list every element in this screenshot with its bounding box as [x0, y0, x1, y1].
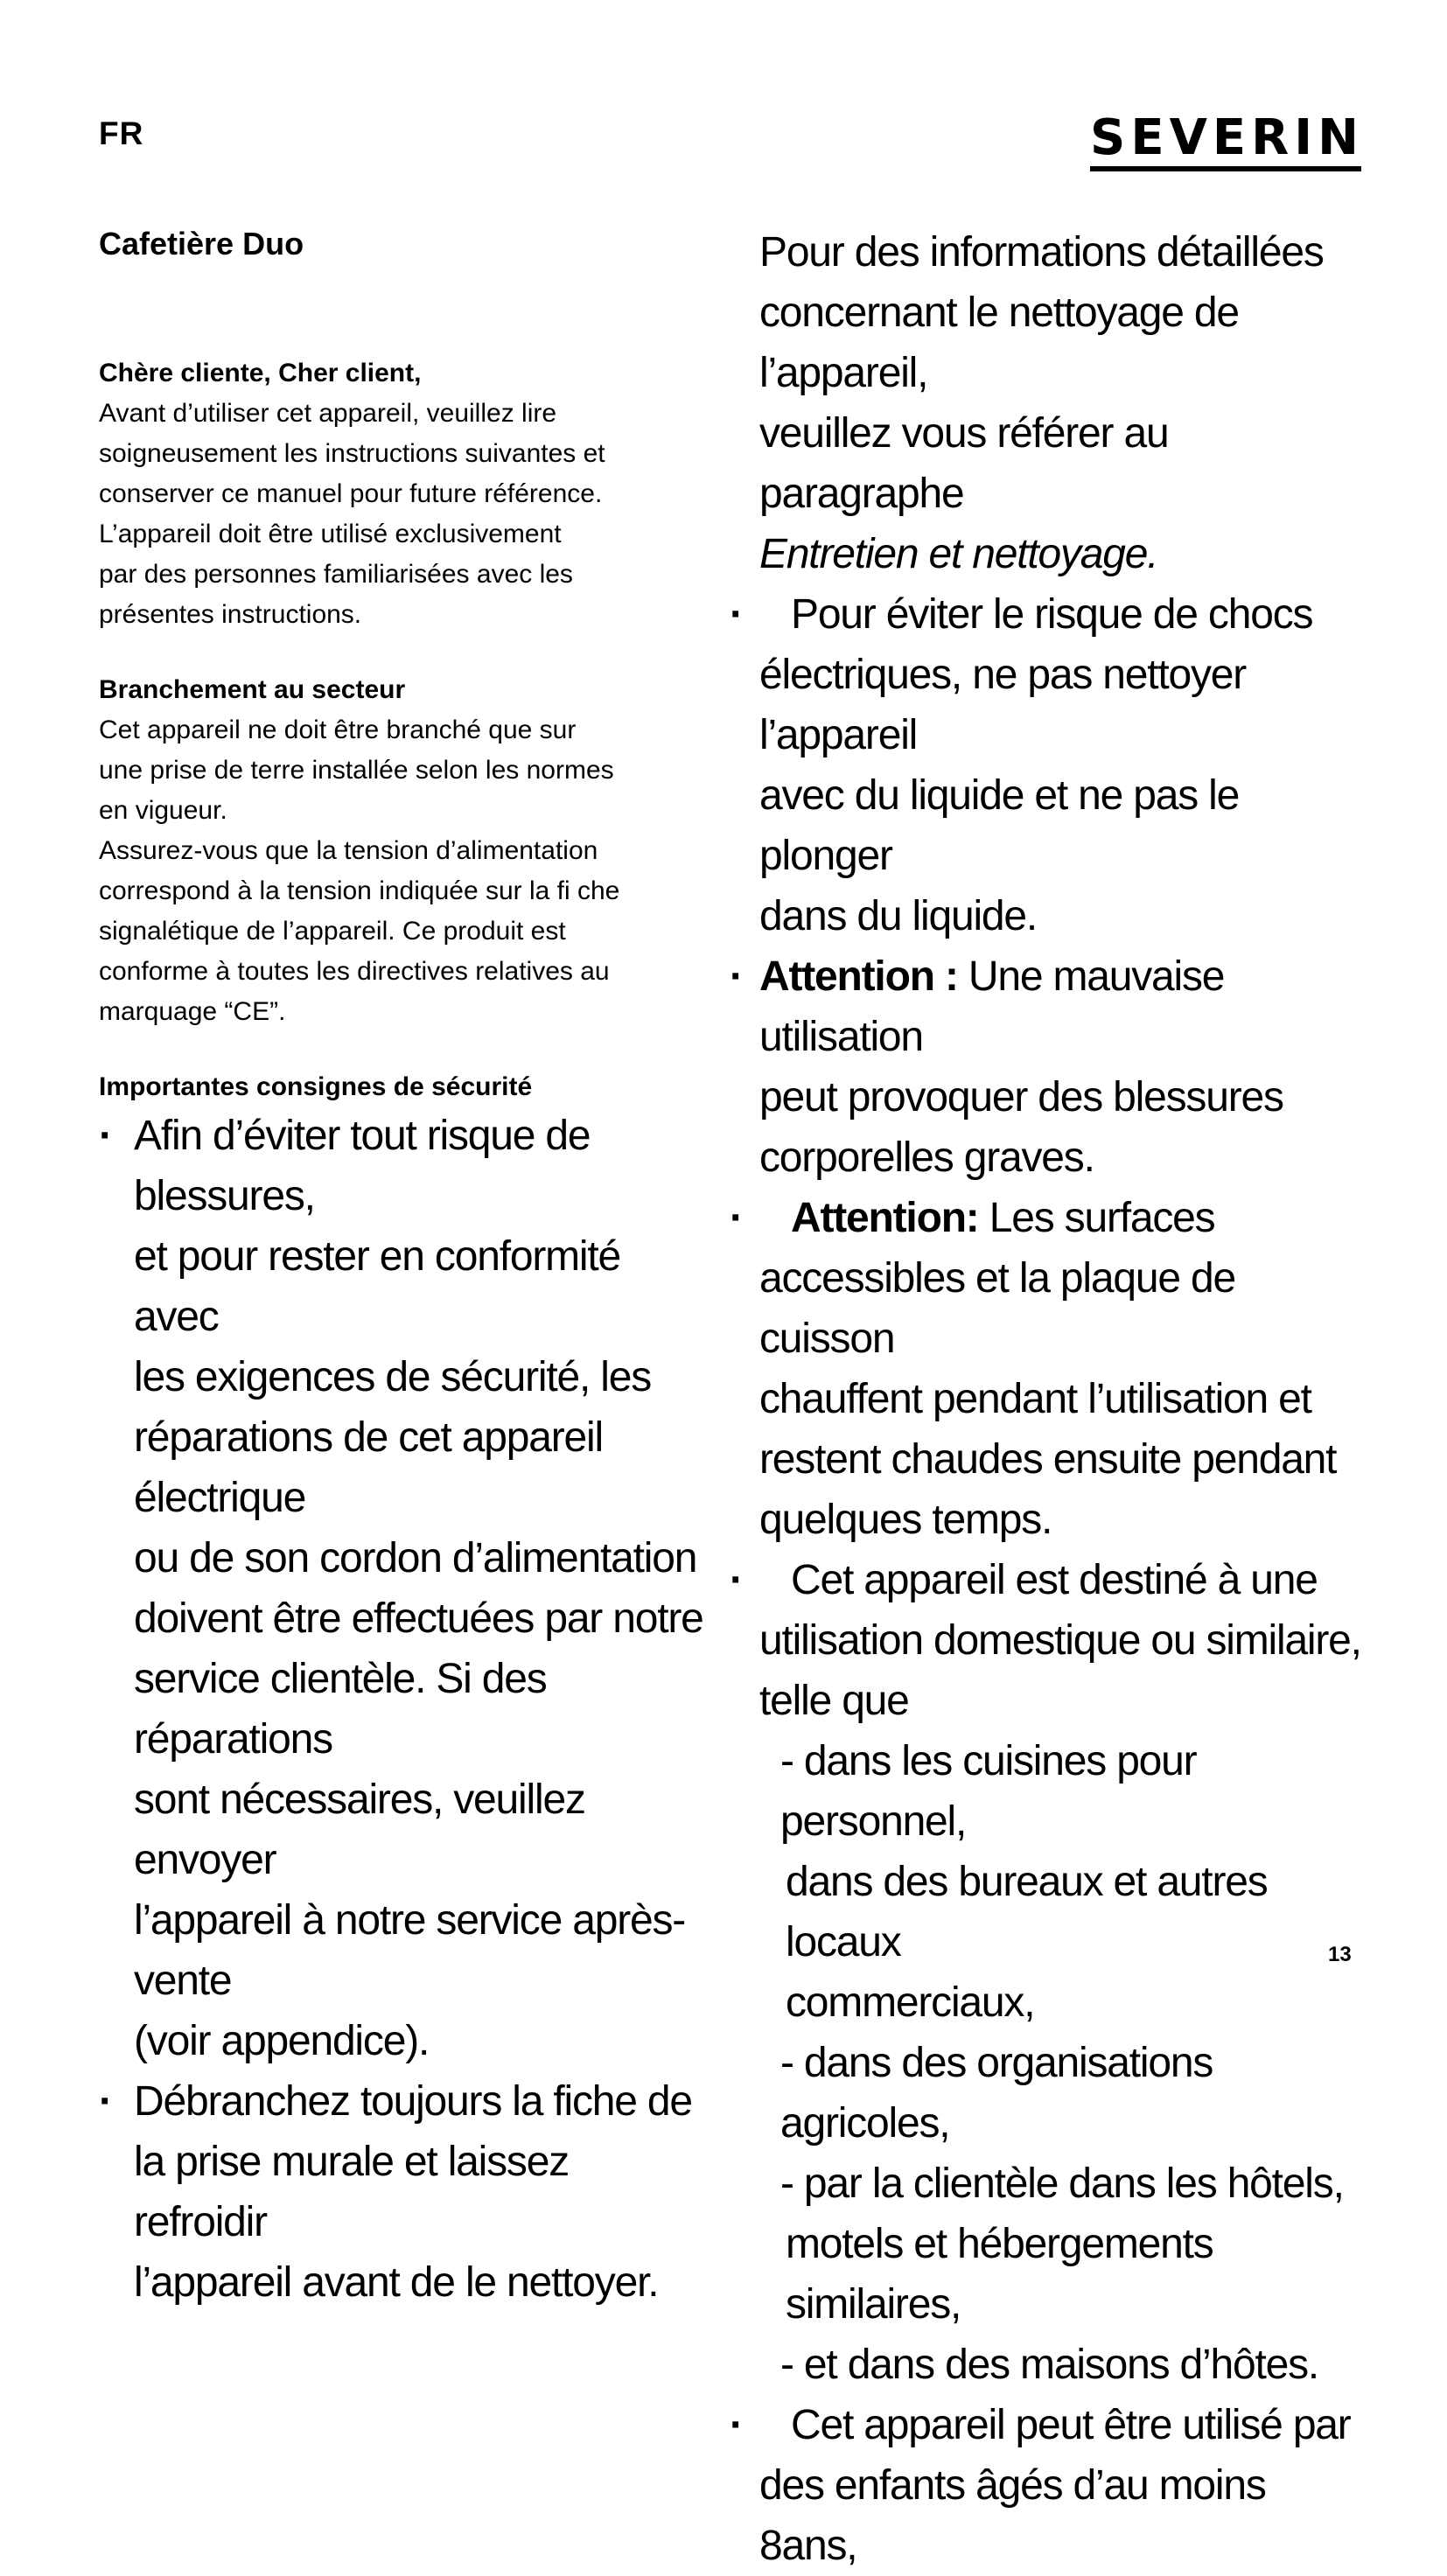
language-code: FR [99, 115, 144, 151]
text-line: correspond à la tension indiquée sur la fi che [99, 876, 620, 905]
text-line: telle que [759, 1678, 909, 1724]
text-line: présentes instructions. [99, 600, 362, 629]
text-line: peut provoquer des blessures [759, 1074, 1283, 1120]
bullet-marker: · [99, 1113, 112, 1159]
attention-label: Attention : [759, 953, 958, 1000]
cleaning-reference [759, 222, 1372, 584]
text-line: Cet appareil ne doit être branché que sur [99, 716, 577, 744]
text-line: conforme à toutes les directives relatives au [99, 957, 610, 986]
safety-bullet-electric-shock [721, 584, 1372, 946]
bullet-marker: · [730, 591, 743, 638]
text-line: l’appareil avant de le nettoyer. [134, 2259, 659, 2306]
bullet-marker: · [99, 2078, 112, 2125]
list-item: dans des bureaux et autres locaux [786, 1859, 1268, 1965]
text-line: (voir appendice). [134, 2018, 430, 2064]
attention-label: Attention: [791, 1195, 979, 1241]
attention-text: Les surfaces [978, 1195, 1215, 1241]
text-line: par des personnes familiarisées avec les [99, 560, 573, 589]
bullet-marker: · [730, 2402, 743, 2448]
text-line: les exigences de sécurité, les [134, 1354, 652, 1400]
list-item: - et dans des maisons d’hôtes. [780, 2342, 1319, 2388]
text-line: Cet appareil peut être utilisé par [791, 2402, 1351, 2448]
text-line: L’appareil doit être utilisé exclusivement [99, 520, 562, 548]
text-line: Pour des informations détaillées [759, 229, 1324, 276]
connection-text [99, 710, 711, 1032]
text-line: l’appareil à notre service après-vente [134, 1897, 686, 2004]
text-line: réparations de cet appareil électrique [134, 1414, 603, 1521]
text-line: Pour éviter le risque de chocs [791, 591, 1313, 638]
text-line: Débranchez toujours la fiche de [134, 2078, 692, 2125]
text-line: chauffent pendant l’utilisation et [759, 1376, 1311, 1422]
text-line: conserver ce manuel pour future référence. [99, 479, 603, 508]
connection-heading: Branchement au secteur [99, 675, 406, 704]
text-line: la prise murale et laissez refroidir [134, 2139, 570, 2245]
text-line: et pour rester en conformité avec [134, 1233, 621, 1340]
text-line: soigneusement les instructions suivantes et [99, 439, 605, 468]
maintenance-reference: Entretien et nettoyage. [759, 531, 1158, 577]
bullet-marker: · [730, 1195, 743, 1241]
text-line: concernant le nettoyage de l’appareil, [759, 290, 1239, 396]
greeting-heading: Chère cliente, Cher client, [99, 359, 422, 387]
list-item: motels et hébergements similaires, [786, 2221, 1213, 2328]
safety-bullet-hot-surfaces [721, 1188, 1372, 1550]
text-line: service clientèle. Si des réparations [134, 1656, 547, 1763]
page-number: 13 [1328, 1943, 1352, 1966]
text-line: une prise de terre installée selon les normes [99, 756, 614, 785]
text-line: ou de son cordon d’alimentation [134, 1535, 697, 1581]
safety-bullet-domestic-use [721, 1550, 1372, 1731]
attention-text: Une mauvaise utilisation [759, 953, 1225, 1060]
bullet-marker: · [730, 1557, 743, 1603]
text-line: dans du liquide. [759, 893, 1038, 939]
brand-logo: SEVERIN [1090, 112, 1361, 171]
text-line: Afin d’éviter tout risque de blessures, [134, 1113, 591, 1219]
text-line: signalétique de l’appareil. Ce produit est [99, 917, 566, 946]
bullet-marker: · [730, 953, 743, 1000]
list-item: - par la clientèle dans les hôtels, [780, 2161, 1344, 2207]
list-item: commerciaux, [786, 1979, 1035, 2026]
text-line: utilisation domestique ou similaire, [759, 1617, 1361, 1664]
text-line: électriques, ne pas nettoyer l’appareil [759, 652, 1247, 758]
text-line: quelques temps. [759, 1497, 1052, 1543]
text-line: en vigueur. [99, 796, 227, 825]
safety-heading: Importantes consignes de sécurité [99, 1072, 533, 1101]
intro-text [99, 394, 711, 635]
text-line: Assurez-vous que la tension d’alimentation [99, 836, 598, 865]
connection-section [99, 674, 711, 1032]
safety-bullet-repairs [99, 1106, 711, 2071]
text-line: accessibles et la plaque de cuisson [759, 1255, 1235, 1362]
safety-bullet-unplug [99, 2071, 711, 2313]
safety-section [99, 1071, 711, 2313]
list-item: - dans les cuisines pour personnel, [780, 1738, 1197, 1845]
text-line: marquage “CE”. [99, 997, 286, 1026]
product-title: Cafetière Duo [99, 226, 304, 262]
list-item: - dans des organisations agricoles, [780, 2040, 1213, 2147]
safety-bullet-misuse [721, 946, 1372, 1188]
text-line: corporelles graves. [759, 1134, 1094, 1181]
intro-section [99, 357, 711, 635]
left-column [99, 226, 711, 2313]
text-line: Avant d’utiliser cet appareil, veuillez lire [99, 399, 557, 428]
text-line: des enfants âgés d’au moins 8ans, [759, 2462, 1266, 2569]
text-line: sont nécessaires, veuillez envoyer [134, 1777, 585, 1883]
text-line: restent chaudes ensuite pendant [759, 1436, 1337, 1483]
usage-sublist [759, 1731, 1372, 2395]
text-line: veuillez vous référer au paragraphe [759, 410, 1169, 517]
safety-bullet-children [721, 2395, 1372, 2576]
right-column [730, 222, 1372, 2576]
text-line: Cet appareil est destiné à une [791, 1557, 1318, 1603]
text-line [759, 1188, 1372, 1248]
text-line: avec du liquide et ne pas le plonger [759, 772, 1240, 879]
text-line: doivent être effectuées par notre [134, 1595, 703, 1642]
text-line [759, 946, 1372, 1067]
